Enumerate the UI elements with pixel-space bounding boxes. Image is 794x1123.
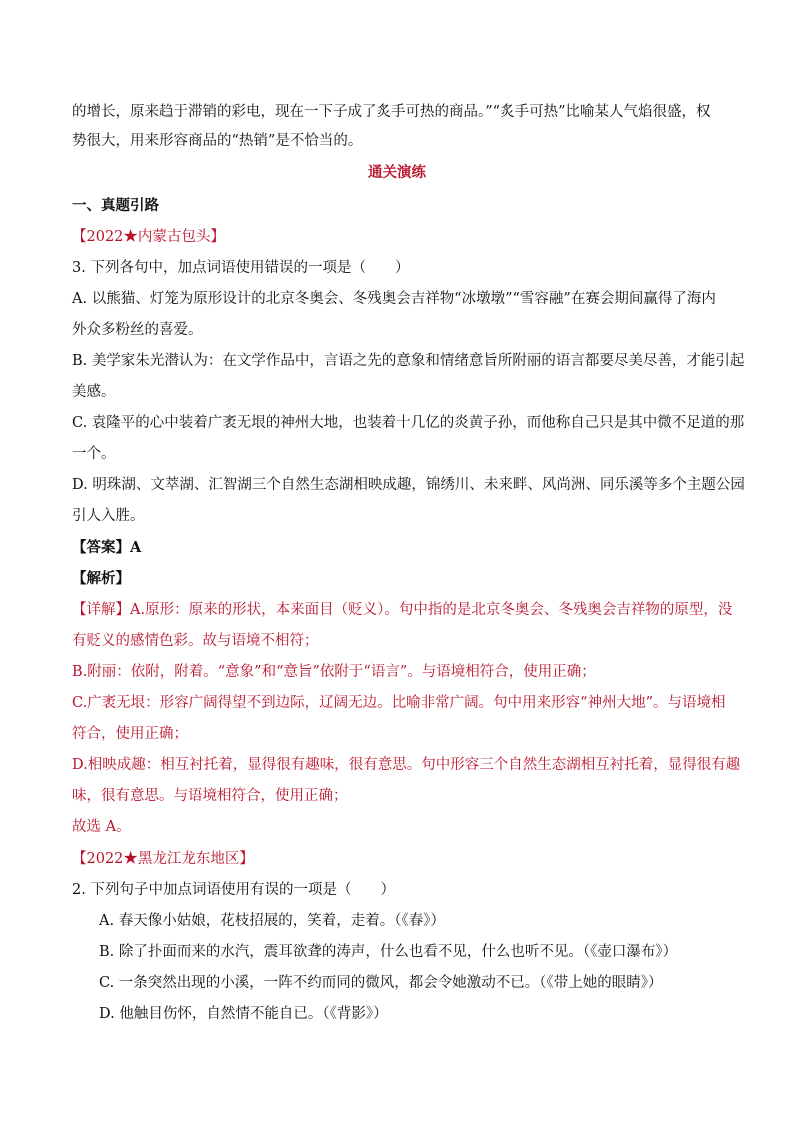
q1-option-c-line-1: C. 袁隆平的心中装着广袤无垠的神州大地，也装着十几亿的炎黄子孙，而他称自己只是其中微不足道的那 [72, 415, 745, 431]
q1-stem: 3. 下列各句中，加点词语使用错误的一项是（ ） [72, 260, 410, 276]
q1-option-a-line-1: A. 以熊猫、灯笼为原形设计的北京冬奥会、冬残奥会吉祥物“冰墩墩”“雪容融”在赛会期间赢得了海内 [72, 291, 716, 307]
q2-option-b: B. 除了扑面而来的水汽，震耳欲聋的涛声，什么也看不见，什么也听不见。（《壶口瀑布》） [99, 944, 678, 960]
section-title: 通关演练 [368, 164, 426, 181]
intro-line-1: 的增长，原来趋于滞销的彩电，现在一下子成了炙手可热的商品。”“炙手可热”比喻某人气焰很盛，权 [72, 104, 711, 120]
q1-detail-line-1: 【详解】A.原形：原来的形状，本来面目（贬义）。句中指的是北京冬奥会、冬残奥会吉祥物的原型，没 [72, 602, 733, 618]
q2-option-a: A. 春天像小姑娘，花枝招展的，笑着，走着。（《春》） [99, 913, 445, 929]
q1-detail-line-2: 有贬义的感情色彩。故与语境不相符； [72, 633, 319, 649]
q1-option-d-line-1: D. 明珠湖、文萃湖、汇智湖三个自然生态湖相映成趣，锦绣川、未来畔、风尚洲、同乐溪等多个主题公园 [72, 477, 745, 493]
q2-source: 【2022★黑龙江龙东地区】 [72, 851, 254, 867]
q1-detail-line-3: B.附丽：依附，附着。“意象”和“意旨”依附于“语言”。与语境相符合，使用正确； [72, 664, 596, 680]
q1-detail-line-6: D.相映成趣：相互衬托着，显得很有趣味，很有意思。句中形容三个自然生态湖相互衬托着，显得很有趣 [72, 757, 741, 773]
q1-option-b-line-1: B. 美学家朱光潜认为：在文学作品中，言语之先的意象和情绪意旨所附丽的语言都要尽美尽善，才能引起 [72, 353, 745, 369]
part-heading: 一、真题引路 [72, 197, 159, 214]
q1-analysis-heading: 【解析】 [72, 570, 130, 587]
q1-detail-line-4: C.广袤无垠：形容广阔得望不到边际，辽阔无边。比喻非常广阔。句中用来形容“神州大地”。与语境相 [72, 695, 726, 711]
q1-detail-line-7: 味，很有意思。与语境相符合，使用正确； [72, 788, 348, 804]
intro-line-2: 势很大，用来形容商品的“热销”是不恰当的。 [72, 133, 363, 149]
q1-conclusion: 故选 A。 [72, 819, 131, 835]
q1-source: 【2022★内蒙古包头】 [72, 229, 225, 245]
q2-stem: 2. 下列句子中加点词语使用有误的一项是（ ） [72, 882, 395, 898]
q2-option-c: C. 一条突然出现的小溪，一阵不约而同的微风，都会令她激动不已。（《带上她的眼睛》） [99, 975, 663, 991]
q1-answer: 【答案】A [72, 539, 142, 556]
q1-option-b-line-2: 美感。 [72, 384, 116, 400]
q1-option-c-line-2: 一个。 [72, 446, 116, 462]
q1-detail-line-5: 符合，使用正确； [72, 726, 188, 742]
q1-option-d-line-2: 引人入胜。 [72, 508, 145, 524]
q1-option-a-line-2: 外众多粉丝的喜爱。 [72, 322, 203, 338]
q2-option-d: D. 他触目伤怀，自然情不能自已。（《背影》） [99, 1006, 388, 1022]
